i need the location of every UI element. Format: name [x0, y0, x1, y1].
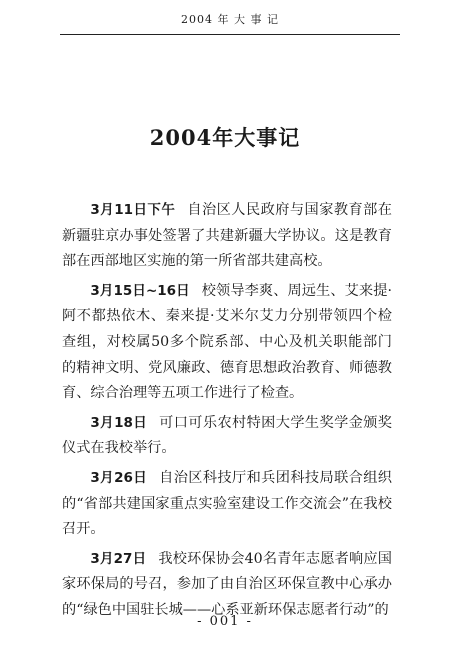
page-title: 2004年大事记 — [149, 125, 301, 150]
entry — [62, 466, 392, 543]
entry-text: 校领导李爽、周远生、艾来提·阿不都热依木、秦来提·艾米尔艾力分别带领四个检查组，对校属50多个院系部、中心及机关职能部门的精神文明、党风廉政、德育思想政治教育、师德教育、综合治理等五项工作进行了检查。 — [62, 282, 392, 402]
entry — [62, 547, 392, 624]
entry-date: 3月18日 — [90, 414, 148, 431]
entry — [62, 279, 392, 407]
entry-date: 3月15日~16日 — [90, 282, 190, 299]
page-number: - 001 - — [197, 614, 253, 629]
entry-text: 可口可乐农村特困大学生奖学金颁奖仪式在我校举行。 — [62, 414, 392, 457]
entry-text: 自治区人民政府与国家教育部在新疆驻京办事处签署了共建新疆大学协议。这是教育部在西部地区实施的第一所省部共建高校。 — [62, 202, 392, 270]
entry — [62, 198, 392, 275]
entry-date: 3月26日 — [90, 469, 148, 486]
entry-text: 自治区科技厅和兵团科技局联合组织的“省部共建国家重点实验室建设工作交流会”在我校召开。 — [62, 469, 392, 538]
running-head: 2004 年 大 事 记 — [60, 6, 400, 35]
entry — [62, 411, 392, 462]
entry-text: 我校环保协会40名青年志愿者响应国家环保局的号召，参加了由自治区环保宣教中心承办的“绿色中国驻长城——心系亚新环保志愿者行动”的 — [62, 550, 392, 618]
entry-date: 3月11日下午 — [90, 202, 176, 218]
chronicle-body — [62, 198, 392, 628]
entry-date: 3月27日 — [90, 550, 147, 567]
